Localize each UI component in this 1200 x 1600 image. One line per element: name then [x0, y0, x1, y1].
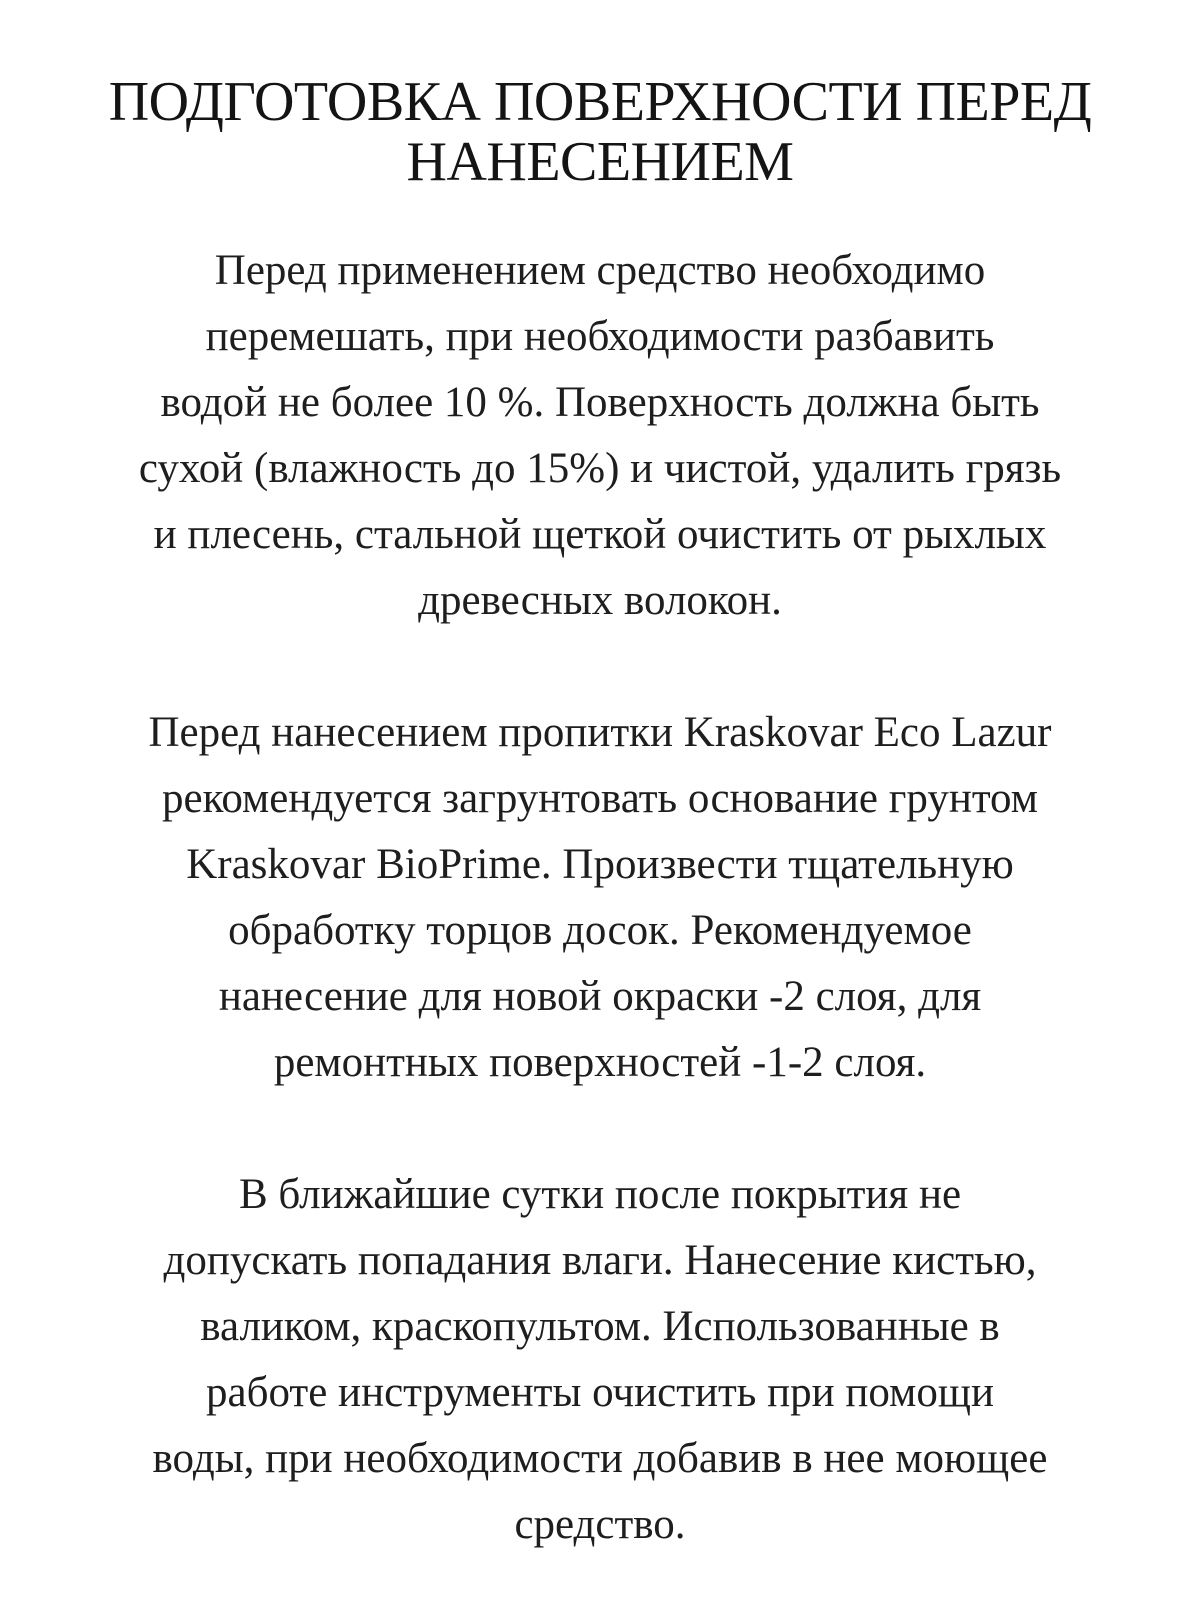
paragraph-line: работе инструменты очистить при помощи [206, 1369, 994, 1416]
page-title [40, 72, 1160, 192]
paragraph-line: обработку торцов досок. Рекомендуемое [228, 907, 972, 954]
paragraph-line: и плесень, стальной щеткой очистить от рыхлых [153, 511, 1047, 558]
paragraph-line: нанесение для новой окраски -2 слоя, для [218, 973, 982, 1020]
paragraph-line: древесных волокон. [418, 577, 782, 624]
paragraph-line: допускать попадания влаги. Нанесение кистью, [163, 1237, 1037, 1284]
paragraph-line: Перед применением средство необходимо [214, 247, 986, 294]
paragraph-line: водой не более 10 %. Поверхность должна быть [160, 379, 1040, 426]
paragraph-line: В ближайшие сутки после покрытия не [238, 1171, 962, 1218]
paragraph-line: воды, при необходимости добавив в нее моющее [152, 1435, 1048, 1482]
paragraph-line: валиком, краскопультом. Использованные в [200, 1303, 1000, 1350]
paragraph-line: средство. [514, 1501, 686, 1548]
title-line: НАНЕСЕНИЕМ [406, 131, 794, 193]
priming-paragraph [40, 700, 1160, 1096]
paragraph-line: Перед нанесением пропитки Kraskovar Eco Lazur [148, 709, 1052, 756]
aftercare-paragraph [40, 1162, 1160, 1558]
surface-preparation-paragraph [40, 238, 1160, 634]
title-line: ПОДГОТОВКА ПОВЕРХНОСТИ ПЕРЕД [108, 71, 1092, 133]
paragraph-line: ремонтных поверхностей -1-2 слоя. [273, 1039, 927, 1086]
paragraph-line: перемешать, при необходимости разбавить [205, 313, 995, 360]
paragraph-line: сухой (влажность до 15%) и чистой, удалить грязь [138, 445, 1062, 492]
paragraph-line: рекомендуется загрунтовать основание грунтом [162, 775, 1038, 822]
paragraph-line: Kraskovar BioPrime. Произвести тщательную [186, 841, 1014, 888]
